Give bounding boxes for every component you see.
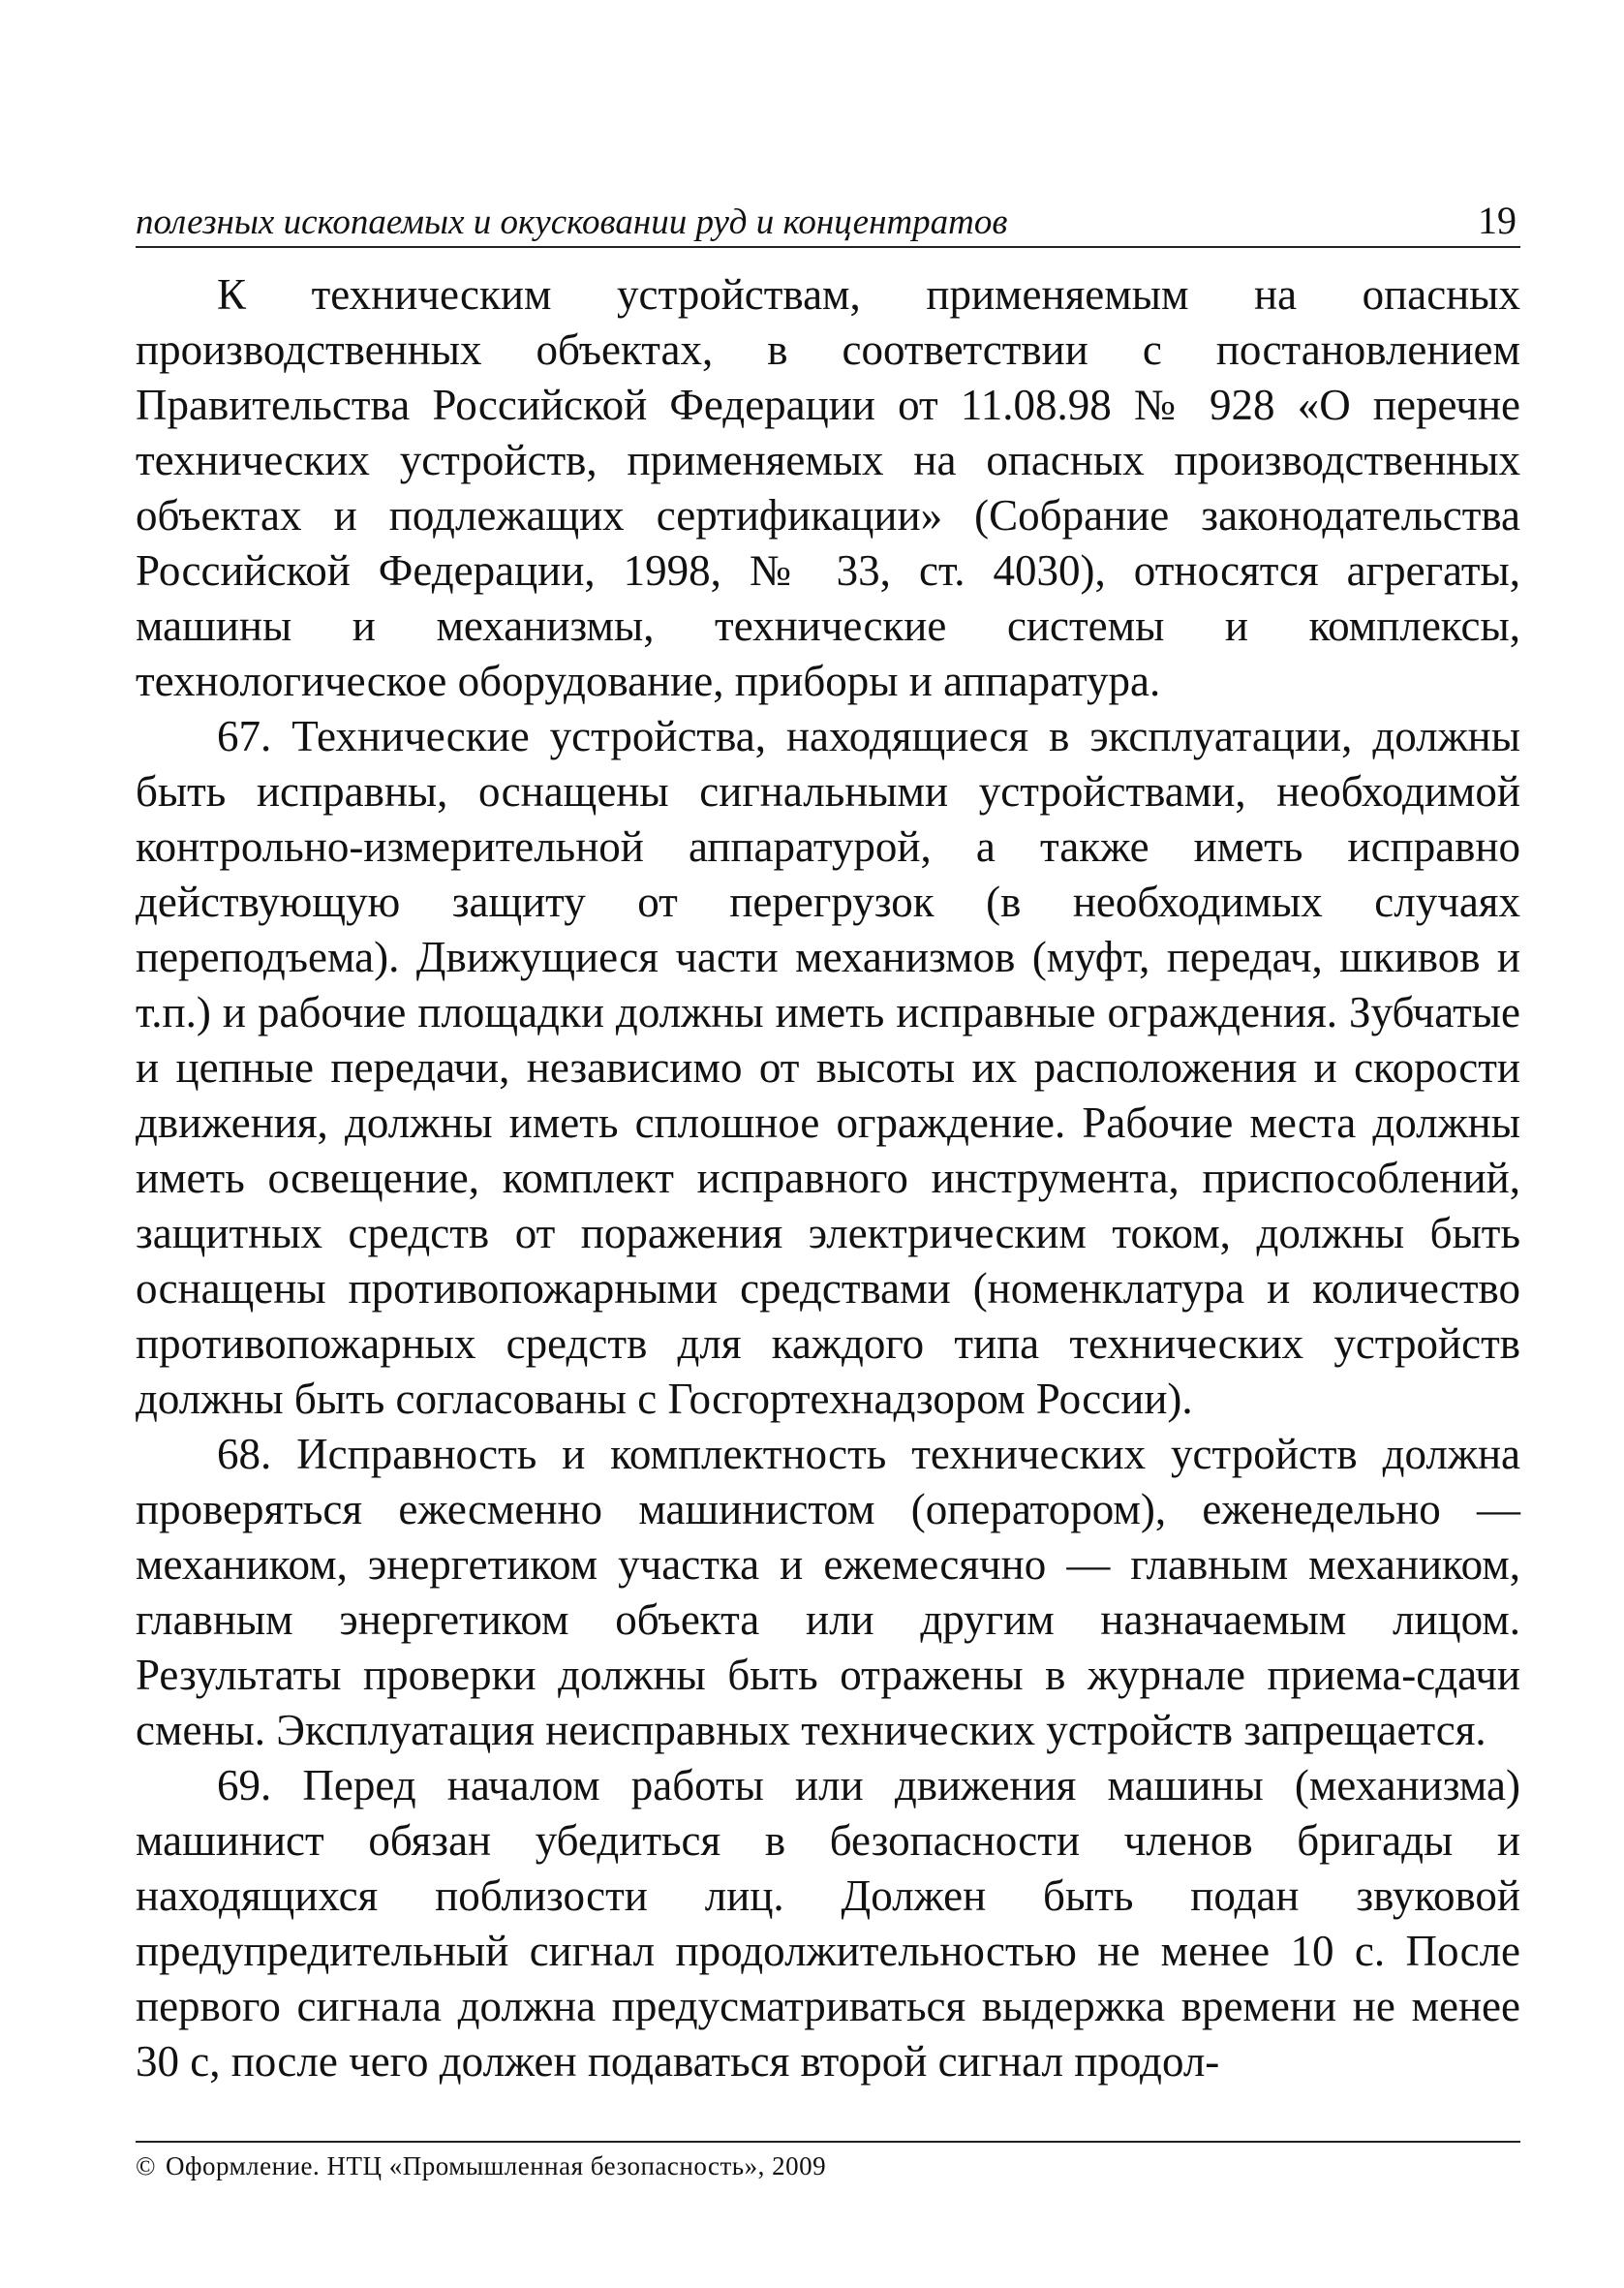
- footer-text: Оформление. НТЦ «Промышленная безопасность», 2009: [166, 2151, 827, 2180]
- paragraph-67: 67. Технические устройства, находящиеся в эксплуатации, должны быть исправны, оснащены сигнальными устройствами, необходимой контрольно-измерительной аппаратурой, а также иметь исправно действующую защиту от перегрузок (в необходимых случаях переподъема). Движущиеся части механизмов (муфт, передач, шкивов и т.п.) и рабочие площадки должны иметь исправные ограждения. Зубчатые и цепные передачи, независимо от высоты их расположения и скорости движения, должны иметь сплошное ограждение. Рабочие места должны иметь освещение, комплект исправного инструмента, приспособлений, защитных средств от поражения электрическим током, должны быть оснащены противопожарными средствами (номенклатура и количество противопожарных средств для каждого типа технических устройств должны быть согласованы с Госгортехнадзором России).: [136, 712, 1520, 1423]
- page-footer: [136, 2141, 1520, 2181]
- paragraph-69: 69. Перед началом работы или движения машины (механизма) машинист обязан убедиться в безопасности членов бригады и находящихся поблизости лиц. Должен быть подан звуковой предупредительный сигнал продолжительностью не менее 10 с. После первого сигнала должна предусматриваться выдержка времени не менее 30 с, после чего должен подаваться второй сигнал продол-: [136, 1761, 1520, 2086]
- running-title: полезных ископаемых и окусковании руд и концентратов: [136, 202, 1008, 242]
- paragraph-intro: К техническим устройствам, применяемым на опасных производственных объектах, в соответствии с постановлением Правительства Российской Федерации от 11.08.98 № 928 «О перечне технических устройств, применяемых на опасных производственных объектах и подлежащих сертификации» (Собрание законодательства Российской Федерации, 1998, № 33, ст. 4030), относятся агрегаты, машины и механизмы, технические системы и комплексы, технологическое оборудование, приборы и аппаратура.: [136, 270, 1520, 705]
- document-page: [136, 184, 1520, 2180]
- running-header: [136, 184, 1520, 248]
- paragraph-68: 68. Исправность и комплектность технических устройств должна проверяться ежесменно машинистом (оператором), еженедельно — механиком, энергетиком участка и ежемесячно — главным механиком, главным энергетиком объекта или другим назначаемым лицом. Результаты проверки должны быть отражены в журнале приема-сдачи смены. Эксплуатация неисправных технических устройств запрещается.: [136, 1430, 1520, 1754]
- body-text: [136, 267, 1520, 2089]
- copyright-icon: ©: [136, 2151, 157, 2180]
- page-number: 19: [1478, 199, 1517, 242]
